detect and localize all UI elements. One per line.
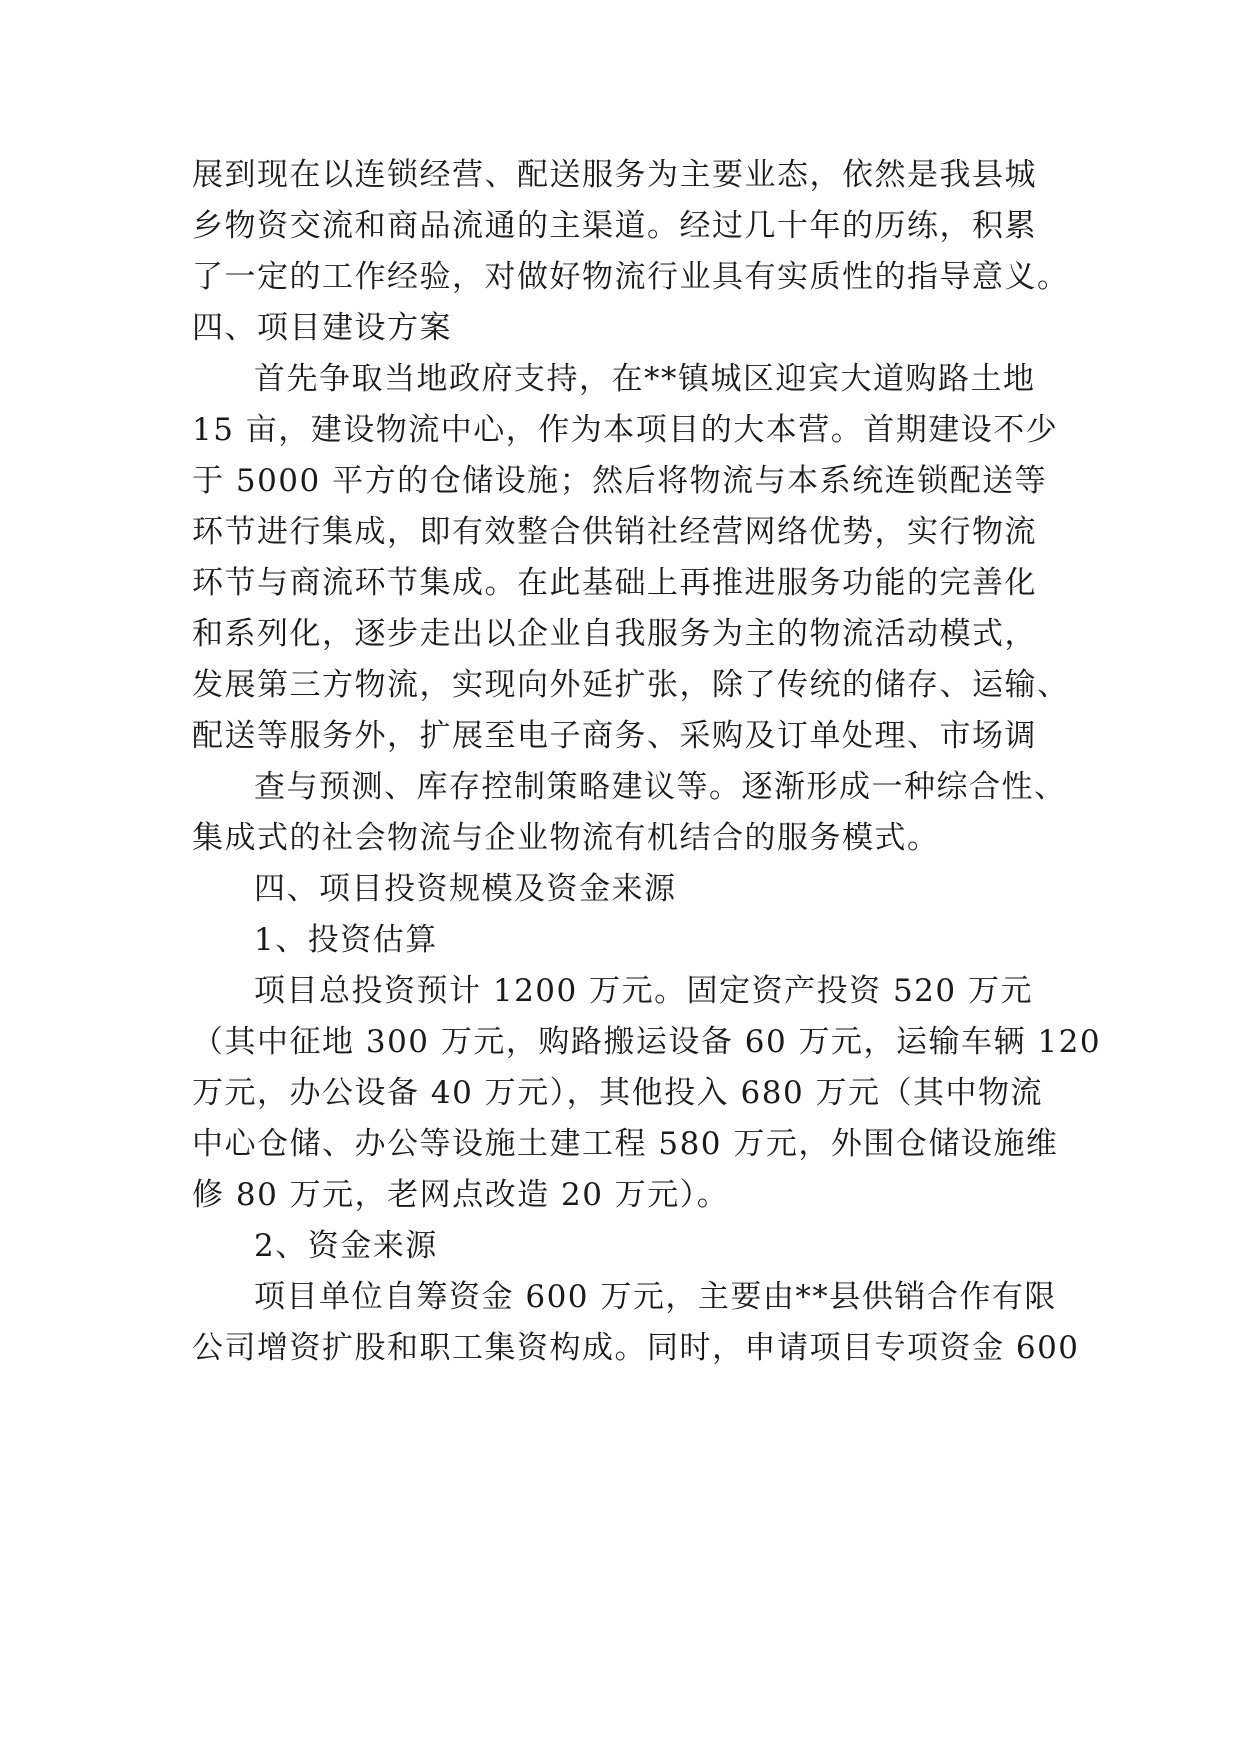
paragraph-line: 查与预测、库存控制策略建议等。逐渐形成一种综合性、 xyxy=(254,769,1067,805)
paragraph-line: 首先争取当地政府支持，在**镇城区迎宾大道购路土地 xyxy=(254,361,1036,397)
paragraph-line: 中心仓储、办公等设施土建工程 580 万元，外围仓储设施维 xyxy=(192,1126,1059,1162)
subsection-heading: 1、投资估算 xyxy=(254,922,438,958)
paragraph-line: 乡物资交流和商品流通的主渠道。经过几十年的历练，积累 xyxy=(192,208,1037,244)
paragraph-line: 发展第三方物流，实现向外延扩张，除了传统的储存、运输、 xyxy=(192,667,1070,703)
paragraph-line: 万元，办公设备 40 万元），其他投入 680 万元（其中物流 xyxy=(192,1075,1044,1111)
paragraph-line: 环节与商流环节集成。在此基础上再推进服务功能的完善化 xyxy=(192,565,1037,601)
paragraph-line: 集成式的社会物流与企业物流有机结合的服务模式。 xyxy=(192,820,940,856)
paragraph-line: 展到现在以连锁经营、配送服务为主要业态，依然是我县城 xyxy=(192,157,1037,193)
paragraph-line: 15 亩，建设物流中心，作为本项目的大本营。首期建设不少 xyxy=(192,412,1059,448)
paragraph-line: 了一定的工作经验，对做好物流行业具有实质性的指导意义。 xyxy=(192,259,1070,295)
paragraph-line: 环节进行集成，即有效整合供销社经营网络优势，实行物流 xyxy=(192,514,1037,550)
paragraph-line: 修 80 万元，老网点改造 20 万元）。 xyxy=(192,1177,730,1213)
paragraph-line: 项目单位自筹资金 600 万元，主要由**县供销合作有限 xyxy=(254,1279,1057,1315)
section-heading: 四、项目投资规模及资金来源 xyxy=(254,871,677,907)
subsection-heading: 2、资金来源 xyxy=(254,1228,438,1264)
paragraph-line: 于 5000 平方的仓储设施；然后将物流与本系统连锁配送等 xyxy=(192,463,1048,499)
section-heading: 四、项目建设方案 xyxy=(192,310,452,346)
paragraph-line: 和系列化，逐步走出以企业自我服务为主的物流活动模式， xyxy=(192,616,1037,652)
paragraph-line: （其中征地 300 万元，购路搬运设备 60 万元，运输车辆 120 xyxy=(192,1024,1102,1060)
paragraph-line: 项目总投资预计 1200 万元。固定资产投资 520 万元 xyxy=(254,973,1033,1009)
paragraph-line: 公司增资扩股和职工集资构成。同时，申请项目专项资金 600 xyxy=(192,1330,1080,1366)
paragraph-line: 配送等服务外，扩展至电子商务、采购及订单处理、市场调 xyxy=(192,718,1037,754)
